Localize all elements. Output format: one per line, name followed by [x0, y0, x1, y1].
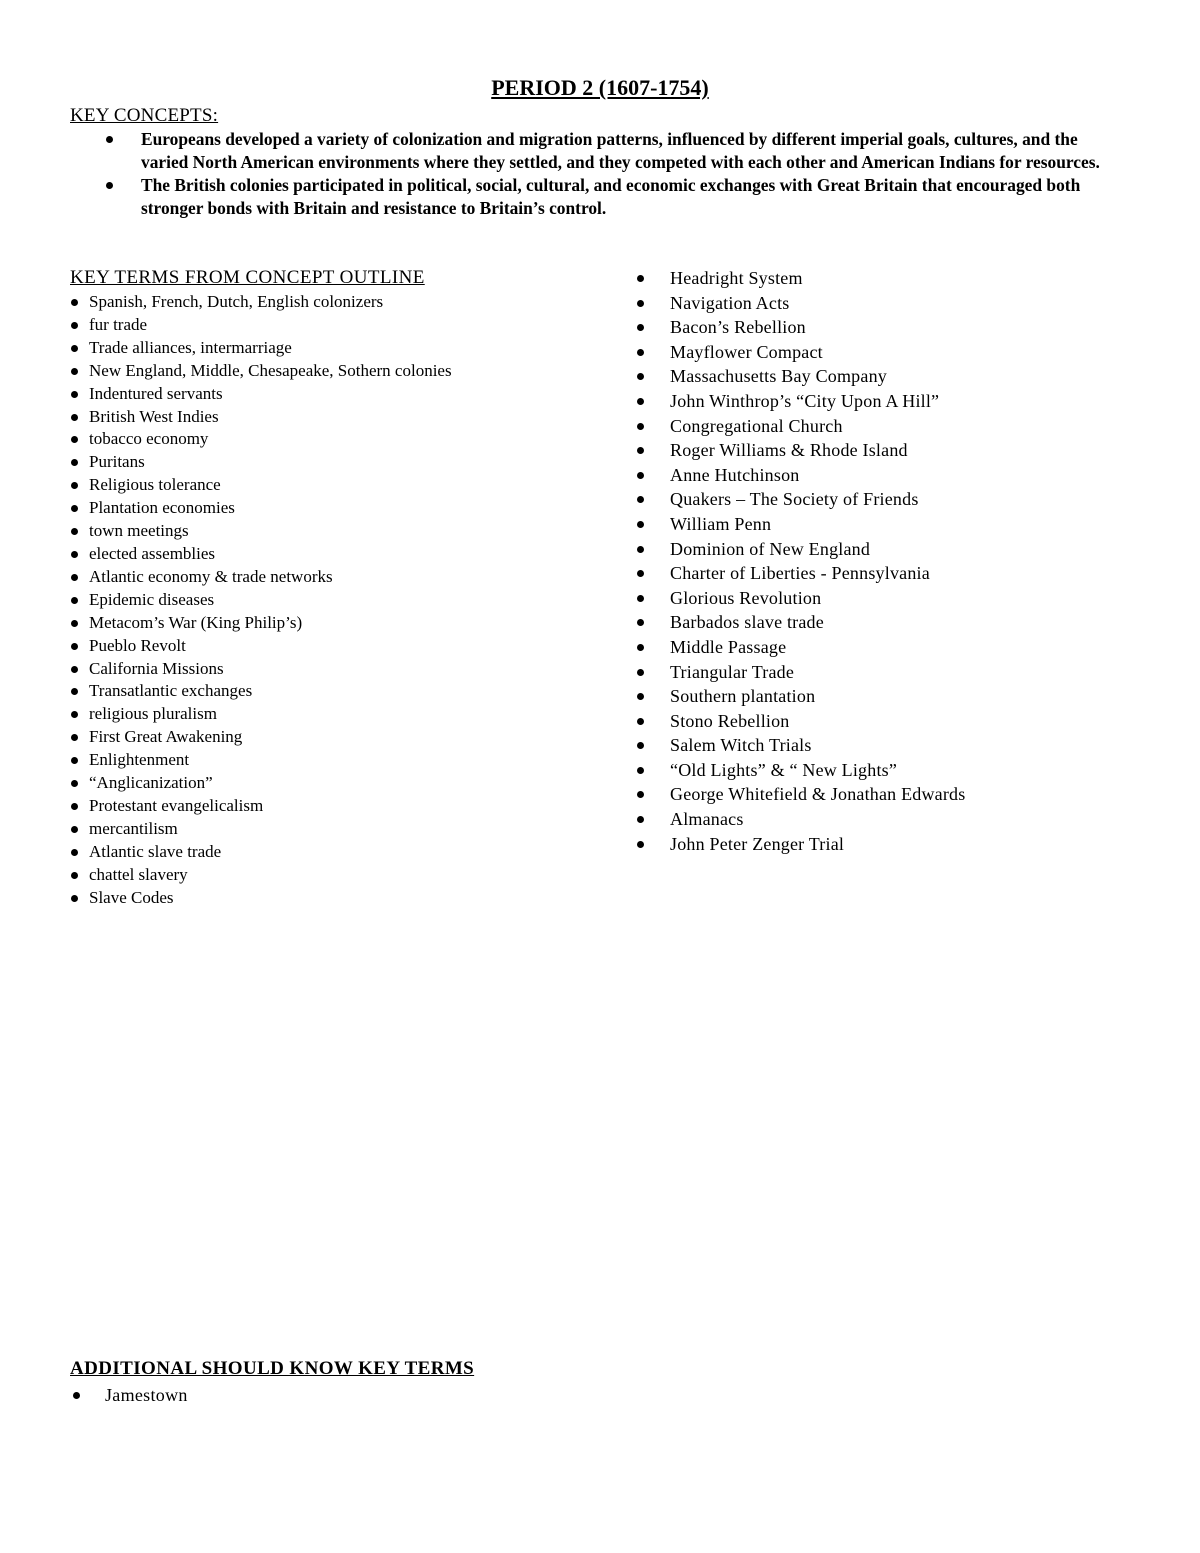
bullet-icon: [71, 345, 78, 352]
list-item: [70, 841, 610, 864]
bullet-icon: [71, 872, 78, 879]
bullet-icon: [71, 666, 78, 673]
term-text: Spanish, French, Dutch, English colonizers: [89, 292, 384, 311]
bullet-icon: [106, 136, 113, 143]
list-item: [636, 758, 1156, 783]
term-text: Headright System: [670, 268, 803, 288]
term-text: Pueblo Revolt: [89, 635, 186, 655]
bullet-icon: [637, 718, 644, 725]
list-item: [70, 291, 610, 314]
list-item: [636, 782, 1156, 807]
additional-terms-list: [70, 1383, 570, 1407]
term-text: Stono Rebellion: [670, 710, 790, 731]
term-text: elected assemblies: [89, 543, 216, 563]
list-item: [636, 364, 1156, 389]
bullet-icon: [71, 780, 78, 787]
list-item: [636, 709, 1156, 734]
bullet-icon: [637, 423, 644, 430]
bullet-icon: [71, 711, 78, 718]
key-concept-text: Europeans developed a variety of colonization and migration patterns, influenced by different imperial goals, cultures, and the varied North American environments where they settled, and they competed with each other and American Indians for resources.: [141, 129, 1100, 172]
bullet-icon: [71, 643, 78, 650]
term-text: Indentured servants: [89, 383, 223, 403]
list-item: [636, 315, 1156, 340]
term-text: mercantilism: [89, 818, 178, 838]
term-text: chattel slavery: [89, 864, 188, 884]
list-item: [70, 520, 610, 543]
term-text: Slave Codes: [89, 887, 174, 907]
term-text: John Peter Zenger Trial: [670, 833, 845, 854]
term-text: religious pluralism: [89, 704, 217, 724]
term-text: John Winthrop’s “City Upon A Hill”: [670, 390, 940, 411]
term-text: town meetings: [89, 521, 189, 541]
term-text: Charter of Liberties - Pennsylvania: [670, 563, 930, 584]
key-terms-left-list: [70, 291, 610, 909]
term-text: Atlantic slave trade: [89, 841, 222, 861]
bullet-icon: [637, 275, 644, 282]
list-item: [636, 832, 1156, 857]
list-item: [636, 291, 1156, 316]
term-text: Glorious Revolution: [670, 587, 822, 608]
term-text: British West Indies: [89, 406, 219, 426]
list-item: [70, 543, 610, 566]
bullet-icon: [637, 619, 644, 626]
term-text: Jamestown: [105, 1385, 188, 1405]
key-terms-right-list: [636, 266, 1156, 856]
list-item: [70, 497, 610, 520]
bullet-icon: [71, 414, 78, 421]
term-text: Mayflower Compact: [670, 341, 823, 362]
term-text: Southern plantation: [670, 686, 816, 707]
term-text: Triangular Trade: [670, 661, 795, 682]
key-concept-item: [98, 174, 1108, 220]
list-item: [70, 635, 610, 658]
term-text: fur trade: [89, 314, 148, 334]
term-text: Anne Hutchinson: [670, 464, 800, 485]
list-item: [70, 428, 610, 451]
term-text: “Old Lights” & “ New Lights”: [670, 759, 898, 780]
list-item: [70, 314, 610, 337]
bullet-icon: [637, 349, 644, 356]
list-item: [70, 749, 610, 772]
bullet-icon: [71, 368, 78, 375]
list-item: [636, 340, 1156, 365]
key-concept-item: [98, 128, 1108, 174]
term-text: Plantation economies: [89, 498, 235, 518]
list-item: [70, 795, 610, 818]
term-text: Transatlantic exchanges: [89, 681, 253, 701]
list-item: [70, 383, 610, 406]
list-item: [70, 772, 610, 795]
term-text: New England, Middle, Chesapeake, Sothern colonies: [89, 360, 452, 380]
term-text: Middle Passage: [670, 636, 787, 657]
key-terms-heading: KEY TERMS FROM CONCEPT OUTLINE: [70, 267, 425, 288]
list-item: [636, 266, 1156, 291]
list-item: [636, 586, 1156, 611]
list-item: [636, 487, 1156, 512]
list-item: [636, 610, 1156, 635]
list-item: [636, 537, 1156, 562]
list-item: [636, 414, 1156, 439]
bullet-icon: [71, 597, 78, 604]
bullet-icon: [637, 398, 644, 405]
bullet-icon: [637, 669, 644, 676]
term-text: Atlantic economy & trade networks: [89, 566, 333, 586]
page-title: PERIOD 2 (1607-1754): [491, 75, 709, 100]
term-text: Congregational Church: [670, 415, 843, 436]
bullet-icon: [106, 182, 113, 189]
bullet-icon: [71, 757, 78, 764]
bullet-icon: [71, 551, 78, 558]
list-item: [70, 589, 610, 612]
bullet-icon: [73, 1392, 80, 1399]
bullet-icon: [637, 496, 644, 503]
term-text: tobacco economy: [89, 429, 209, 449]
bullet-icon: [637, 841, 644, 848]
list-item: [636, 733, 1156, 758]
term-text: Roger Williams & Rhode Island: [670, 440, 908, 461]
bullet-icon: [637, 324, 644, 331]
bullet-icon: [71, 528, 78, 535]
list-item: [636, 660, 1156, 685]
term-text: Religious tolerance: [89, 475, 221, 495]
bullet-icon: [71, 574, 78, 581]
list-item: [636, 463, 1156, 488]
bullet-icon: [637, 816, 644, 823]
list-item: [70, 887, 610, 910]
bullet-icon: [71, 505, 78, 512]
term-text: Quakers – The Society of Friends: [670, 489, 919, 510]
term-text: Metacom’s War (King Philip’s): [89, 612, 303, 632]
list-item: [70, 337, 610, 360]
list-item: [70, 474, 610, 497]
bullet-icon: [71, 391, 78, 398]
term-text: Almanacs: [670, 809, 744, 830]
term-text: California Missions: [89, 658, 224, 678]
list-item: [70, 406, 610, 429]
list-item: [70, 703, 610, 726]
list-item: [636, 635, 1156, 660]
bullet-icon: [637, 373, 644, 380]
list-item: [70, 658, 610, 681]
bullet-icon: [637, 546, 644, 553]
bullet-icon: [637, 767, 644, 774]
bullet-icon: [71, 849, 78, 856]
bullet-icon: [71, 322, 78, 329]
list-item: [636, 684, 1156, 709]
term-text: Massachusetts Bay Company: [670, 366, 887, 387]
list-item: [70, 726, 610, 749]
list-item: [70, 680, 610, 703]
bullet-icon: [637, 693, 644, 700]
bullet-icon: [637, 521, 644, 528]
list-item: [70, 612, 610, 635]
list-item: [636, 512, 1156, 537]
list-item: [70, 451, 610, 474]
key-concepts-list: [98, 128, 1108, 220]
term-text: Dominion of New England: [670, 538, 871, 559]
list-item: [70, 360, 610, 383]
term-text: William Penn: [670, 513, 772, 534]
bullet-icon: [71, 734, 78, 741]
bullet-icon: [637, 447, 644, 454]
bullet-icon: [71, 895, 78, 902]
list-item: [636, 389, 1156, 414]
term-text: Enlightenment: [89, 750, 190, 770]
bullet-icon: [71, 826, 78, 833]
term-text: Salem Witch Trials: [670, 735, 812, 756]
list-item: [636, 807, 1156, 832]
bullet-icon: [637, 644, 644, 651]
list-item: [70, 818, 610, 841]
term-text: Barbados slave trade: [670, 612, 824, 633]
term-text: First Great Awakening: [89, 727, 243, 747]
bullet-icon: [71, 436, 78, 443]
bullet-icon: [637, 472, 644, 479]
bullet-icon: [637, 595, 644, 602]
bullet-icon: [637, 791, 644, 798]
bullet-icon: [71, 482, 78, 489]
list-item: [70, 1383, 570, 1407]
term-text: Protestant evangelicalism: [89, 795, 264, 815]
list-item: [70, 566, 610, 589]
bullet-icon: [637, 742, 644, 749]
bullet-icon: [71, 620, 78, 627]
list-item: [70, 864, 610, 887]
additional-terms-heading: ADDITIONAL SHOULD KNOW KEY TERMS: [70, 1358, 475, 1379]
key-concepts-heading: KEY CONCEPTS:: [70, 105, 219, 126]
term-text: Puritans: [89, 452, 145, 472]
bullet-icon: [71, 803, 78, 810]
key-concept-text: The British colonies participated in political, social, cultural, and economic exchanges with Great Britain that encouraged both stronger bonds with Britain and resistance to Britain’s control.: [141, 175, 1081, 218]
bullet-icon: [71, 688, 78, 695]
bullet-icon: [637, 300, 644, 307]
bullet-icon: [71, 459, 78, 466]
term-text: Epidemic diseases: [89, 589, 215, 609]
term-text: George Whitefield & Jonathan Edwards: [670, 784, 966, 805]
term-text: Navigation Acts: [670, 292, 790, 313]
term-text: Trade alliances, intermarriage: [89, 337, 292, 357]
bullet-icon: [71, 299, 78, 306]
term-text: Bacon’s Rebellion: [670, 317, 806, 338]
list-item: [636, 438, 1156, 463]
bullet-icon: [637, 570, 644, 577]
term-text: “Anglicanization”: [89, 773, 213, 793]
list-item: [636, 561, 1156, 586]
